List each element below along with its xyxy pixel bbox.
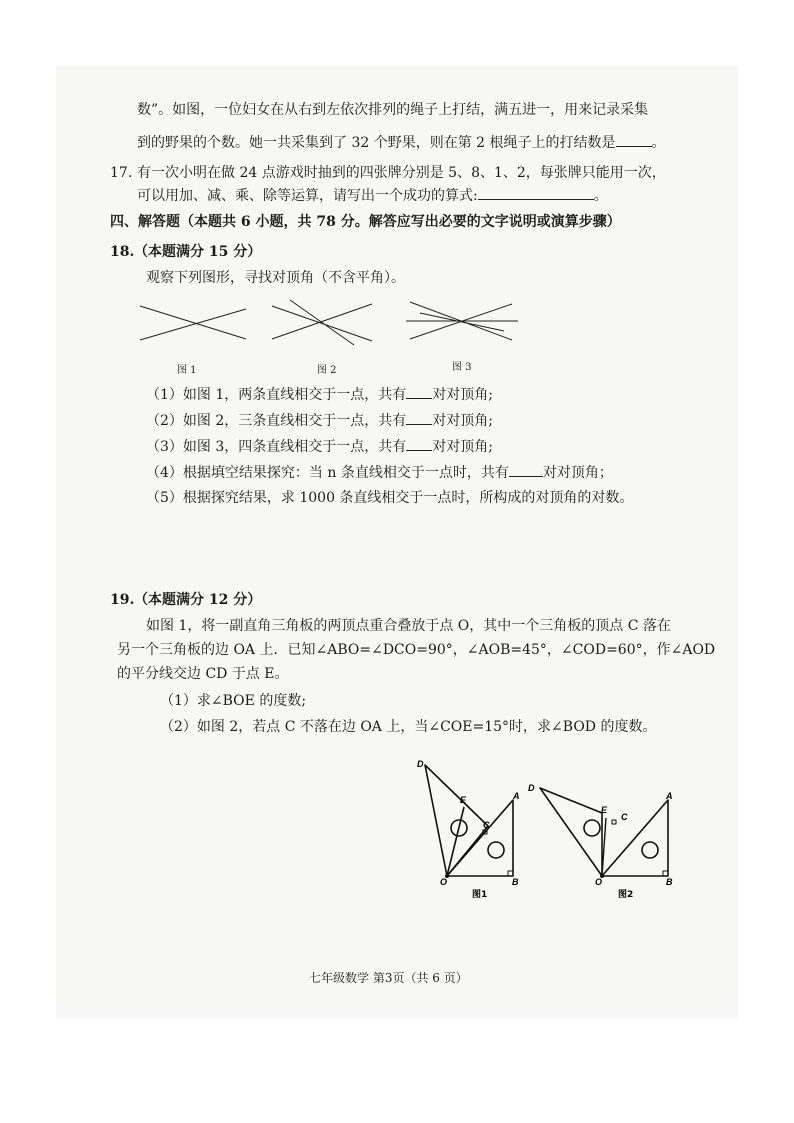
q18-number: 18. [110, 244, 135, 260]
fig1-label-b: B [512, 877, 519, 887]
q19-line3: 的平分线交边 CD 于点 E。 [117, 666, 289, 682]
fig1-label-d: D [417, 759, 424, 769]
fig1-circle-right [488, 842, 504, 858]
q19-line1: 如图 1，将一副直角三角板的两顶点重合叠放于点 O，其中一个三角板的顶点 C 落在 [146, 618, 671, 634]
fig2-label-o: O [595, 877, 603, 887]
page-footer: 七年级数学 第3页（共 6 页） [309, 971, 468, 985]
q18-item-5: （5）根据探究结果，求 1000 条直线相交于一点时，所构成的对顶角的对数。 [146, 490, 634, 506]
fig2-label-b: B [666, 877, 673, 887]
fig2-label-d: D [528, 783, 535, 793]
q19-number: 19. [110, 592, 135, 608]
q17-number: 17. [110, 165, 133, 181]
fig2-label-a: A [666, 791, 673, 801]
fig1-label-c: C [483, 820, 490, 830]
q18-item-1-tail: 对对顶角; [432, 387, 493, 403]
q19-score: （本题满分 12 分） [134, 592, 262, 608]
q16-line2-end: 。 [651, 135, 666, 151]
q18-item-3-text: （3）如图 3，四条直线相交于一点，共有 [146, 439, 407, 455]
q18-item-2-text: （2）如图 2，三条直线相交于一点，共有 [146, 413, 407, 429]
q17-line1: 有一次小明在做 24 点游戏时抽到的四张牌分别是 5、8、1、2，每张牌只能用一次， [137, 165, 666, 181]
q18-item-4-text: （4）根据填空结果探究：当 n 条直线相交于一点时，共有 [146, 465, 509, 481]
fig2-label-c: C [621, 812, 628, 822]
q18-intro: 观察下列图形，寻找对顶角（不含平角）。 [146, 270, 405, 286]
q19-fig1-caption: 图1 [472, 890, 488, 900]
q18-item-2-tail: 对对顶角; [432, 413, 493, 429]
q16-line2-text: 到的野果的个数。她一共采集到了 32 个野果，则在第 2 根绳子上的打结数是 [137, 135, 616, 151]
fig2-circle-left [584, 820, 600, 836]
fig1-label-a: A [513, 791, 520, 801]
fig1-label-e: E [460, 795, 467, 805]
q17-line2-end: 。 [593, 188, 608, 204]
q18-score: （本题满分 15 分） [134, 244, 262, 260]
fig2-label-e: E [601, 805, 608, 815]
fig2-circle-right [642, 842, 658, 858]
q18-item-4-tail: 对对顶角； [542, 465, 613, 481]
q17-line2-text: 可以用加、减、乘、除等运算，请写出一个成功的算式: [137, 188, 478, 204]
q19-line2: 另一个三角板的边 OA 上．已知∠ABO=∠DCO=90°，∠AOB=45°，∠COD=60°，作∠AOD [117, 642, 716, 658]
fig3-caption: 图 3 [452, 362, 472, 373]
q19-sub1: （1）求∠BOE 的度数; [160, 693, 307, 709]
fig2-triangle-oab [602, 800, 668, 876]
fig2-right-angle-c [612, 820, 616, 824]
q16-line1: 数”。如图，一位妇女在从右到左依次排列的绳子上打结，满五进一，用来记录采集 [137, 102, 649, 118]
q18-item-1-text: （1）如图 1，两条直线相交于一点，共有 [146, 387, 407, 403]
fig1-caption: 图 1 [177, 365, 197, 376]
fig2-triangle-ocd [540, 788, 602, 876]
fig1-label-o: O [440, 877, 448, 887]
section-4-heading: 四、解答题（本题共 6 小题，共 78 分。解答应写出必要的文字说明或演算步骤） [110, 214, 621, 230]
fig2-caption: 图 2 [317, 365, 337, 376]
q19-fig2-caption: 图2 [618, 890, 634, 900]
q18-item-3-tail: 对对顶角; [432, 439, 493, 455]
q19-sub2: （2）如图 2，若点 C 不落在边 OA 上，当∠COE=15°时，求∠BOD 的度数。 [160, 719, 657, 735]
